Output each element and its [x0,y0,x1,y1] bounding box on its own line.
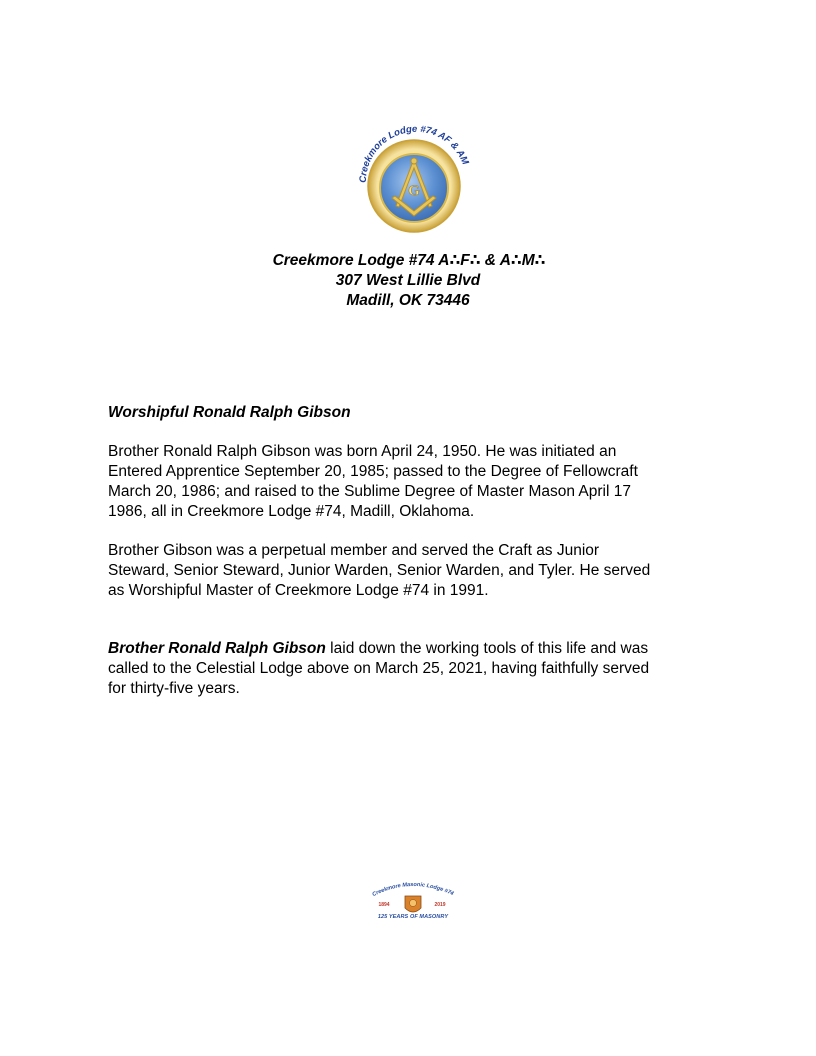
letter-g-icon: G [408,183,420,199]
paragraph-line: March 20, 1986; and raised to the Sublime Degree of Master Mason April 17 [108,483,631,500]
paragraph-line: Brother Gibson was a perpetual member and served the Craft as Junior [108,542,600,559]
lodge-name: Creekmore Lodge #74 A∴F∴ & A∴M∴ [272,252,546,269]
lodge-crest-icon [405,896,421,912]
paragraph-line [108,639,728,659]
memorial-body [108,403,728,699]
paragraph-service [108,541,728,601]
lodge-address: 307 West Lillie Blvd [335,272,481,289]
lodge-header [0,251,816,311]
footer-year-right: 2019 [434,902,446,908]
footer-year-left: 1894 [378,902,390,908]
footer-caption: 125 YEARS OF MASONRY [377,914,449,920]
paragraph-line: Entered Apprentice September 20, 1985; passed to the Degree of Fellowcraft [108,463,638,480]
lodge-logo-icon [352,124,476,234]
paragraph-line: 1986, all in Creekmore Lodge #74, Madill, Oklahoma. [108,503,475,520]
paragraph-line: Brother Ronald Ralph Gibson was born April 24, 1950. He was initiated an [108,443,617,460]
memorial-title: Worshipful Ronald Ralph Gibson [108,404,351,421]
paragraph-line: called to the Celestial Lodge above on March 25, 2021, having faithfully served [108,660,650,677]
lodge-city: Madill, OK 73446 [346,292,470,309]
logo-ring-text: Creekmore Lodge #74 AF & AM [357,124,471,184]
paragraph-line-rest: laid down the working tools of this life and was [325,640,649,657]
paragraph-initiation [108,442,728,522]
anniversary-logo-icon [362,872,464,930]
footer-arc-text: Creekmore Masonic Lodge #74 [371,881,455,899]
brother-name: Brother Ronald Ralph Gibson [108,640,326,657]
paragraph-line: as Worshipful Master of Creekmore Lodge #74 in 1991. [108,582,489,599]
paragraph-line: Steward, Senior Steward, Junior Warden, Senior Warden, and Tyler. He served [108,562,651,579]
paragraph-line: for thirty-five years. [108,680,240,697]
paragraph-passing [108,639,728,699]
